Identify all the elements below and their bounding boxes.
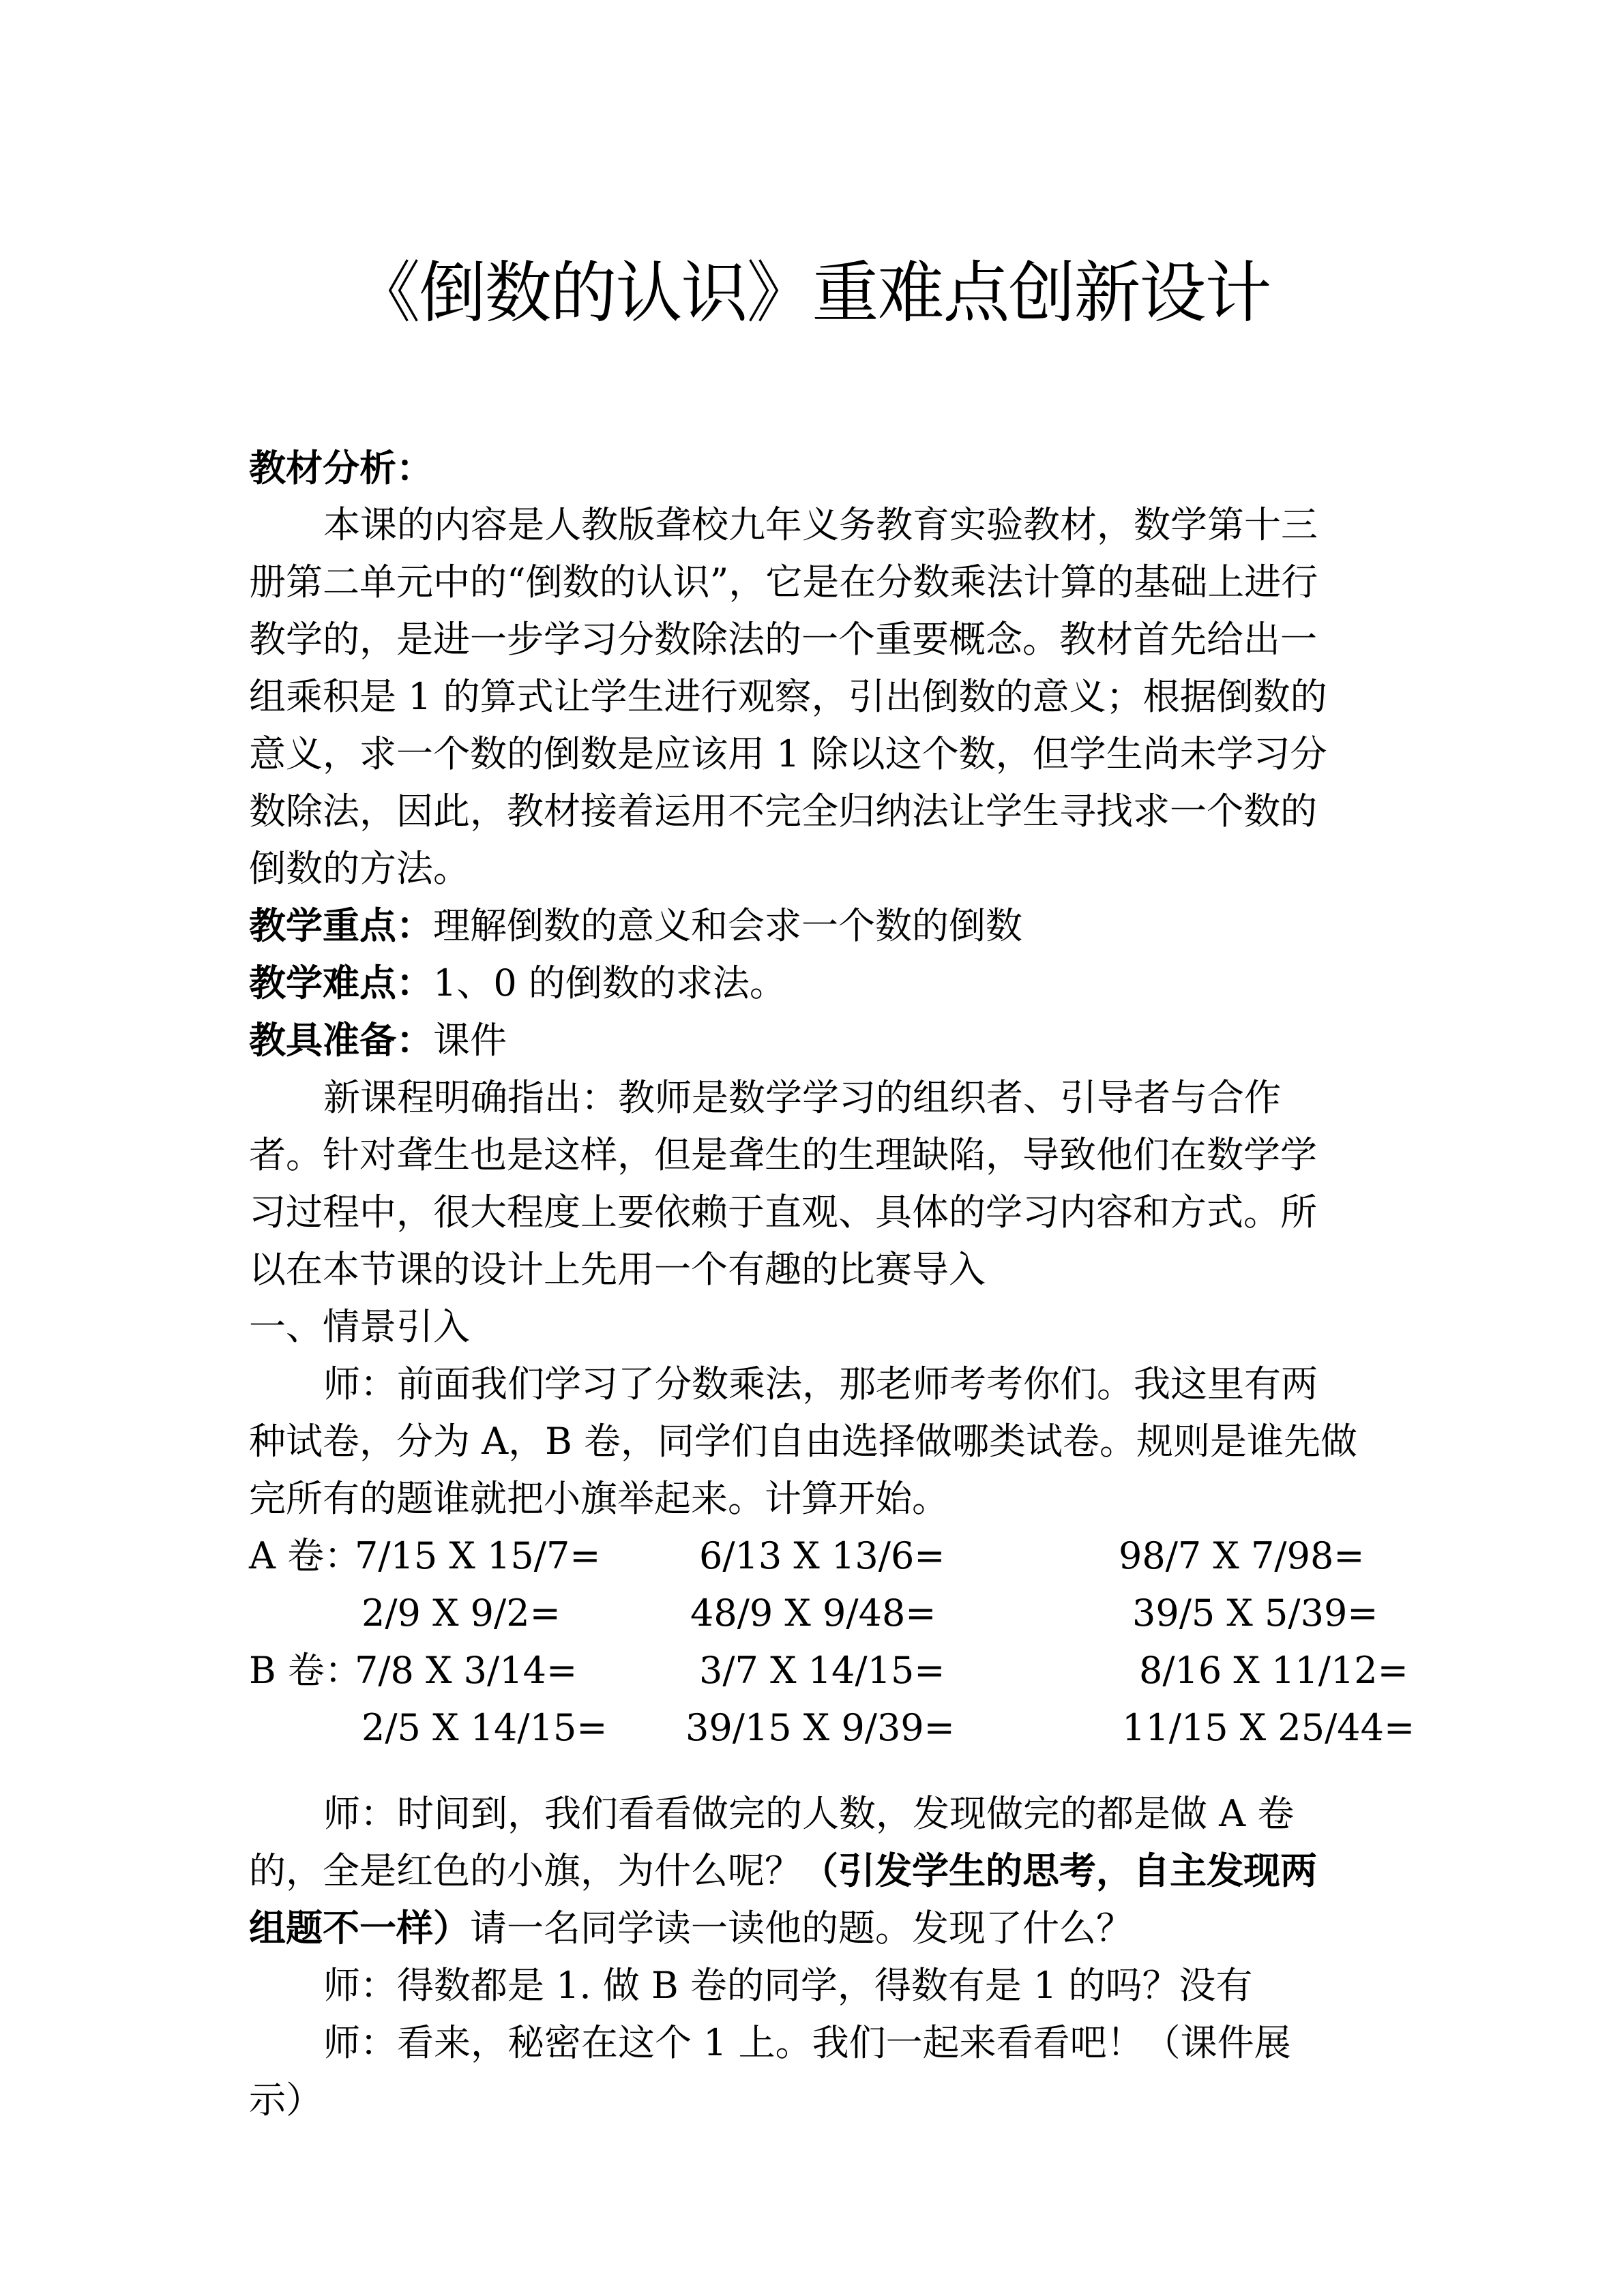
teacher-text: 请一名同学读一读他的题。发现了什么？ [470,1907,1133,1950]
materials-line: 教学的，是进一步学习分数除法的一个重要概念。教材首先给出一 [249,618,1317,661]
equation: 3/7 X 14/15= [699,1649,945,1692]
materials-line: 组乘积是 1 的算式让学生进行观察，引出倒数的意义；根据倒数的 [249,675,1327,718]
teacher-line [249,1900,1133,1957]
teacher-emphasis: （引发学生的思考，自主发现两 [801,1849,1317,1892]
tools-line [249,1012,507,1069]
materials-heading: 教材分析： [249,447,433,490]
difficulty-text: 1、0 的倒数的求法。 [433,961,786,1004]
equation: 2/5 X 14/15= [361,1706,608,1749]
key-point-text: 理解倒数的意义和会求一个数的倒数 [433,904,1022,947]
equation: 2/9 X 9/2= [361,1592,561,1635]
key-point-line [249,897,1022,955]
difficulty-label: 教学难点： [249,961,433,1004]
materials-line: 本课的内容是人教版聋校九年义务教育实验教材，数学第十三 [323,503,1318,546]
intro-line: 习过程中，很大程度上要依赖于直观、具体的学习内容和方式。所 [249,1191,1317,1234]
paper-b-label: B 卷： [249,1649,361,1692]
equation: 7/15 X 15/7= [355,1534,601,1577]
teacher-line: 师：看来，秘密在这个 1 上。我们一起来看看吧！（课件展 [323,2021,1291,2064]
tools-text: 课件 [433,1019,507,1062]
materials-line: 数除法，因此，教材接着运用不完全归纳法让学生寻找求一个数的 [249,790,1317,833]
teacher-emphasis: 组题不一样） [249,1907,470,1950]
teacher-line [249,1843,1317,1900]
intro-line: 新课程明确指出：教师是数学学习的组织者、引导者与合作 [323,1076,1281,1119]
tools-label: 教具准备： [249,1019,433,1062]
key-point-label: 教学重点： [249,904,433,947]
materials-line: 册第二单元中的“倒数的认识”，它是在分数乘法计算的基础上进行 [249,561,1318,603]
materials-line: 意义，求一个数的倒数是应该用 1 除以这个数，但学生尚未学习分 [249,732,1327,775]
teacher-line: 种试卷，分为 A，B 卷，同学们自由选择做哪类试卷。规则是谁先做 [249,1420,1358,1463]
teacher-line: 师：时间到，我们看看做完的人数，发现做完的都是做 A 卷 [323,1792,1295,1835]
equation: 11/15 X 25/44= [1122,1706,1415,1749]
equation: 39/5 X 5/39= [1132,1592,1378,1635]
teacher-line: 师：得数都是 1. 做 B 卷的同学，得数有是 1 的吗？没有 [323,1964,1253,2007]
equation: 39/15 X 9/39= [685,1706,955,1749]
teacher-line: 示） [249,2078,323,2121]
equation: 7/8 X 3/14= [355,1649,578,1692]
difficulty-line [249,955,786,1012]
equation: 48/9 X 9/48= [690,1592,936,1635]
teacher-line: 完所有的题谁就把小旗举起来。计算开始。 [249,1477,949,1520]
materials-line: 倒数的方法。 [249,847,470,890]
equation: 6/13 X 13/6= [699,1534,945,1577]
teacher-text: 的，全是红色的小旗，为什么呢？ [249,1849,801,1892]
equation: 8/16 X 11/12= [1139,1649,1408,1692]
section-one-heading: 一、情景引入 [249,1305,470,1348]
intro-line: 者。针对聋生也是这样，但是聋生的生理缺陷，导致他们在数学学 [249,1133,1317,1176]
paper-a-label: A 卷： [249,1534,361,1577]
document-title: 《倒数的认识》重难点创新设计 [353,254,1271,332]
teacher-line: 师：前面我们学习了分数乘法，那老师考考你们。我这里有两 [323,1362,1318,1405]
equation: 98/7 X 7/98= [1119,1534,1365,1577]
intro-line: 以在本节课的设计上先用一个有趣的比赛导入 [249,1248,986,1291]
